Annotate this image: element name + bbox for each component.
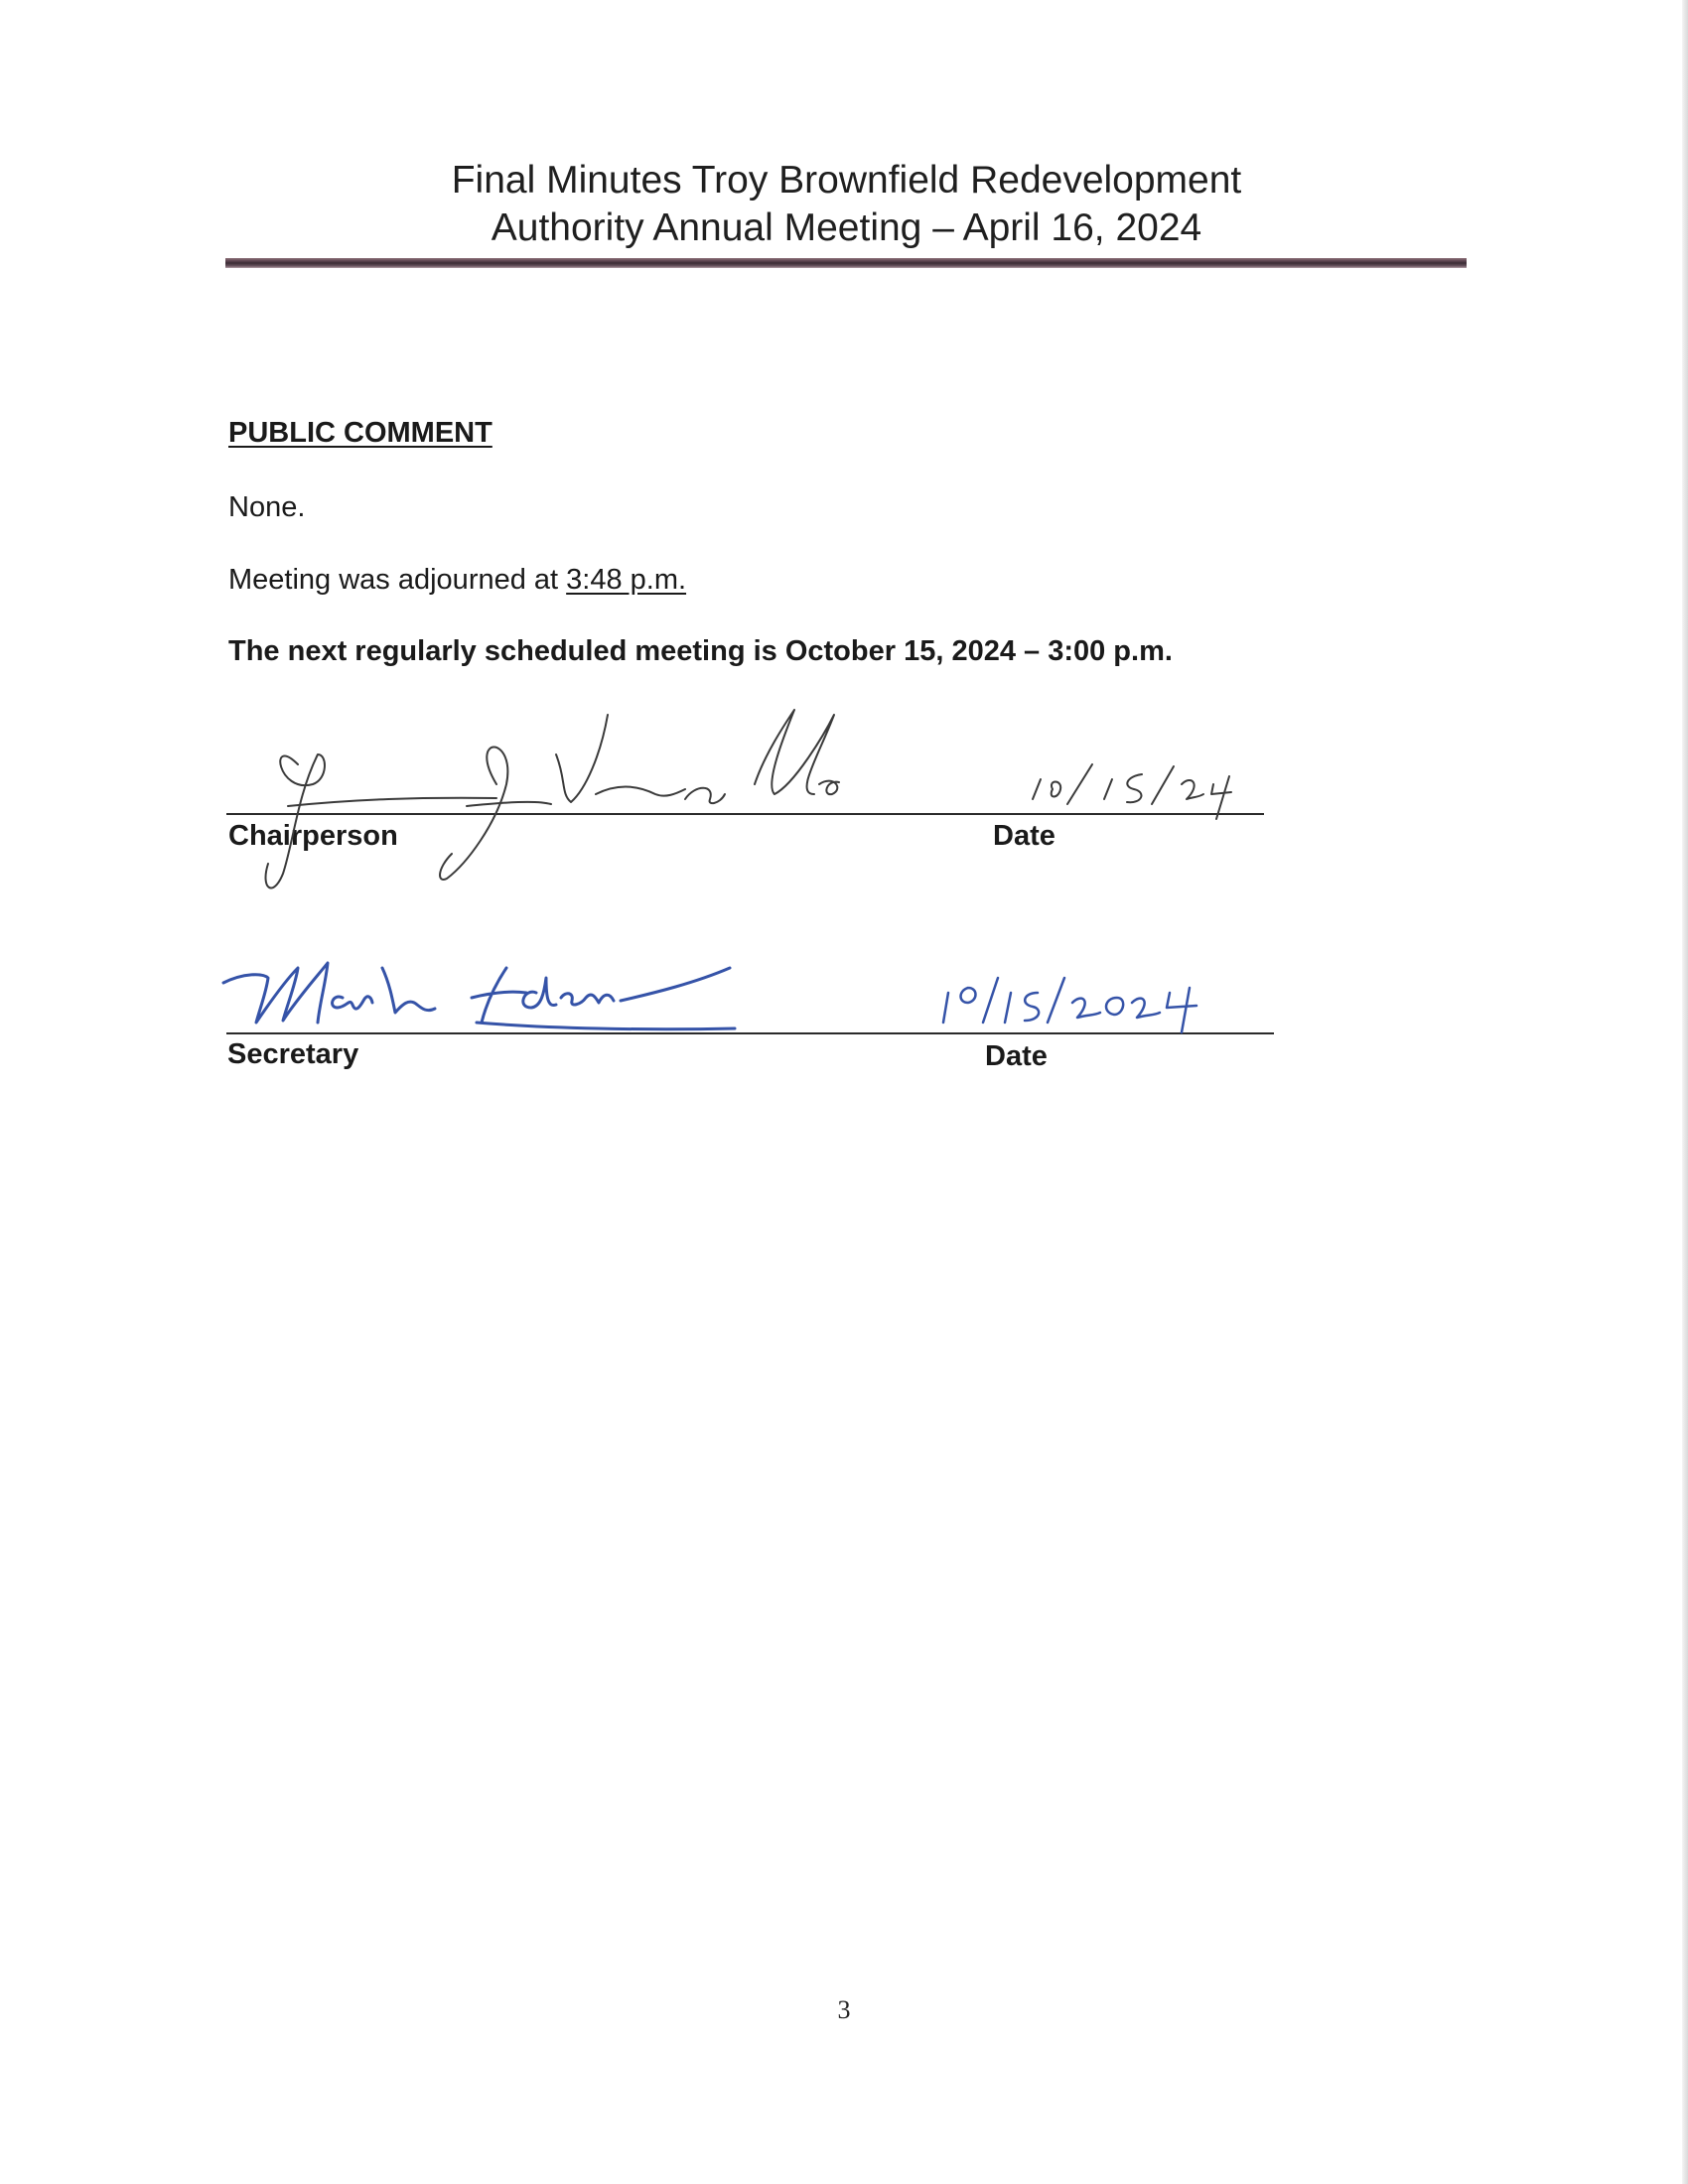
chairperson-signature [266,710,839,887]
next-meeting-statement: The next regularly scheduled meeting is October 15, 2024 – 3:00 p.m. [228,635,1173,667]
chairperson-label: Chairperson [228,820,398,852]
adjournment-time: 3:48 p.m. [566,564,687,596]
adjournment-prefix: Meeting was adjourned at [228,564,567,596]
secretary-signed-date [943,978,1196,1032]
document-title-line-2: Authority Annual Meeting – April 16, 2024 [491,206,1202,249]
header-divider [225,258,1467,268]
chairperson-date-label: Date [993,820,1055,852]
public-comment-heading: PUBLIC COMMENT [228,417,492,449]
public-comment-body: None. [228,491,306,523]
chairperson-signature-line [226,813,1264,815]
document-title-line-1: Final Minutes Troy Brownfield Redevelopment [451,159,1242,202]
scan-page-edge [1682,0,1688,2184]
secretary-date-label: Date [985,1040,1048,1072]
secretary-label: Secretary [227,1038,359,1070]
chairperson-signed-date [1033,764,1231,819]
secretary-signature-line [226,1032,1274,1034]
document-title [228,157,1465,252]
adjournment-statement [228,564,686,597]
secretary-signature [223,963,735,1029]
page-number: 3 [837,1995,851,2024]
